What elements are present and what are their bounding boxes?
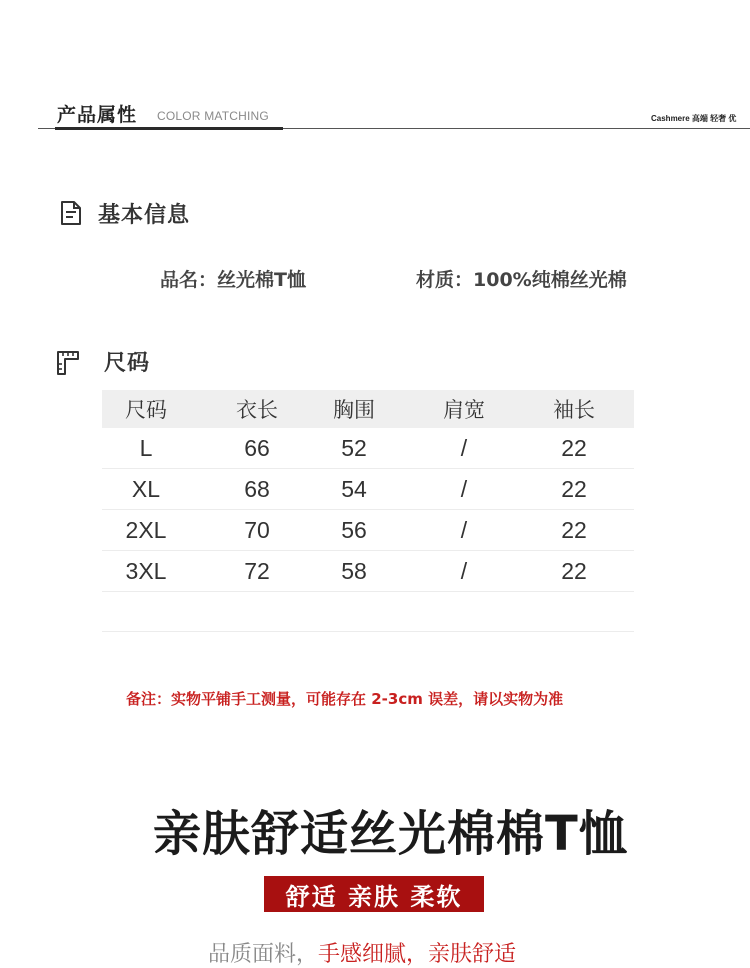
- cell-shoulder: /: [460, 557, 468, 584]
- basic-info-title: 基本信息: [98, 203, 191, 228]
- table-row: [102, 510, 634, 551]
- cell-length: 70: [244, 516, 270, 543]
- header-brand-text: Cashmere 高端 轻奢 优: [651, 114, 737, 123]
- cell-size: XL: [131, 475, 161, 502]
- measurement-note: 备注：实物平铺手工测量，可能存在 2-3cm 误差，请以实物为准: [126, 690, 564, 708]
- cell-shoulder: /: [460, 434, 468, 461]
- column-header-sleeve: 袖长: [553, 398, 595, 422]
- cell-chest: 54: [341, 475, 367, 502]
- header-divider-accent: [55, 127, 283, 130]
- size-title: 尺码: [104, 351, 151, 376]
- column-header-size: 尺码: [125, 398, 167, 422]
- cell-shoulder: /: [460, 516, 468, 543]
- product-name: 品名：丝光棉T恤: [160, 269, 306, 291]
- tagline-prefix: 品质面料，: [208, 942, 319, 967]
- column-header-length: 衣长: [236, 398, 278, 422]
- cell-size: L: [139, 434, 153, 461]
- size-table: [102, 390, 634, 632]
- cell-sleeve: 22: [561, 475, 587, 502]
- size-table-header: [102, 390, 634, 428]
- ruler-icon: [56, 350, 78, 376]
- cell-sleeve: 22: [561, 557, 587, 584]
- table-row: [102, 551, 634, 592]
- document-icon: [60, 200, 82, 226]
- cell-size: 2XL: [125, 516, 167, 543]
- cell-length: 72: [244, 557, 270, 584]
- cell-sleeve: 22: [561, 434, 587, 461]
- cell-shoulder: /: [460, 475, 468, 502]
- section-header-subtitle: COLOR MATCHING: [157, 109, 269, 123]
- cell-chest: 56: [341, 516, 367, 543]
- table-row: [102, 428, 634, 469]
- cell-length: 66: [244, 434, 270, 461]
- table-row-empty: [102, 592, 634, 632]
- bottom-tagline: [208, 937, 516, 968]
- column-header-shoulder: 肩宽: [443, 398, 485, 422]
- cell-sleeve: 22: [561, 516, 587, 543]
- tagline-highlight: 手感细腻，亲肤舒适: [318, 942, 517, 967]
- cell-chest: 52: [341, 434, 367, 461]
- cell-length: 68: [244, 475, 270, 502]
- product-material: 材质：100%纯棉丝光棉: [416, 269, 627, 291]
- cell-size: 3XL: [125, 557, 167, 584]
- table-row: [102, 469, 634, 510]
- headline: 亲肤舒适丝光棉棉T恤: [153, 806, 628, 862]
- section-header-title: 产品属性: [57, 104, 138, 126]
- feature-badge: 舒适 亲肤 柔软: [264, 876, 484, 912]
- column-header-chest: 胸围: [333, 398, 375, 422]
- cell-chest: 58: [341, 557, 367, 584]
